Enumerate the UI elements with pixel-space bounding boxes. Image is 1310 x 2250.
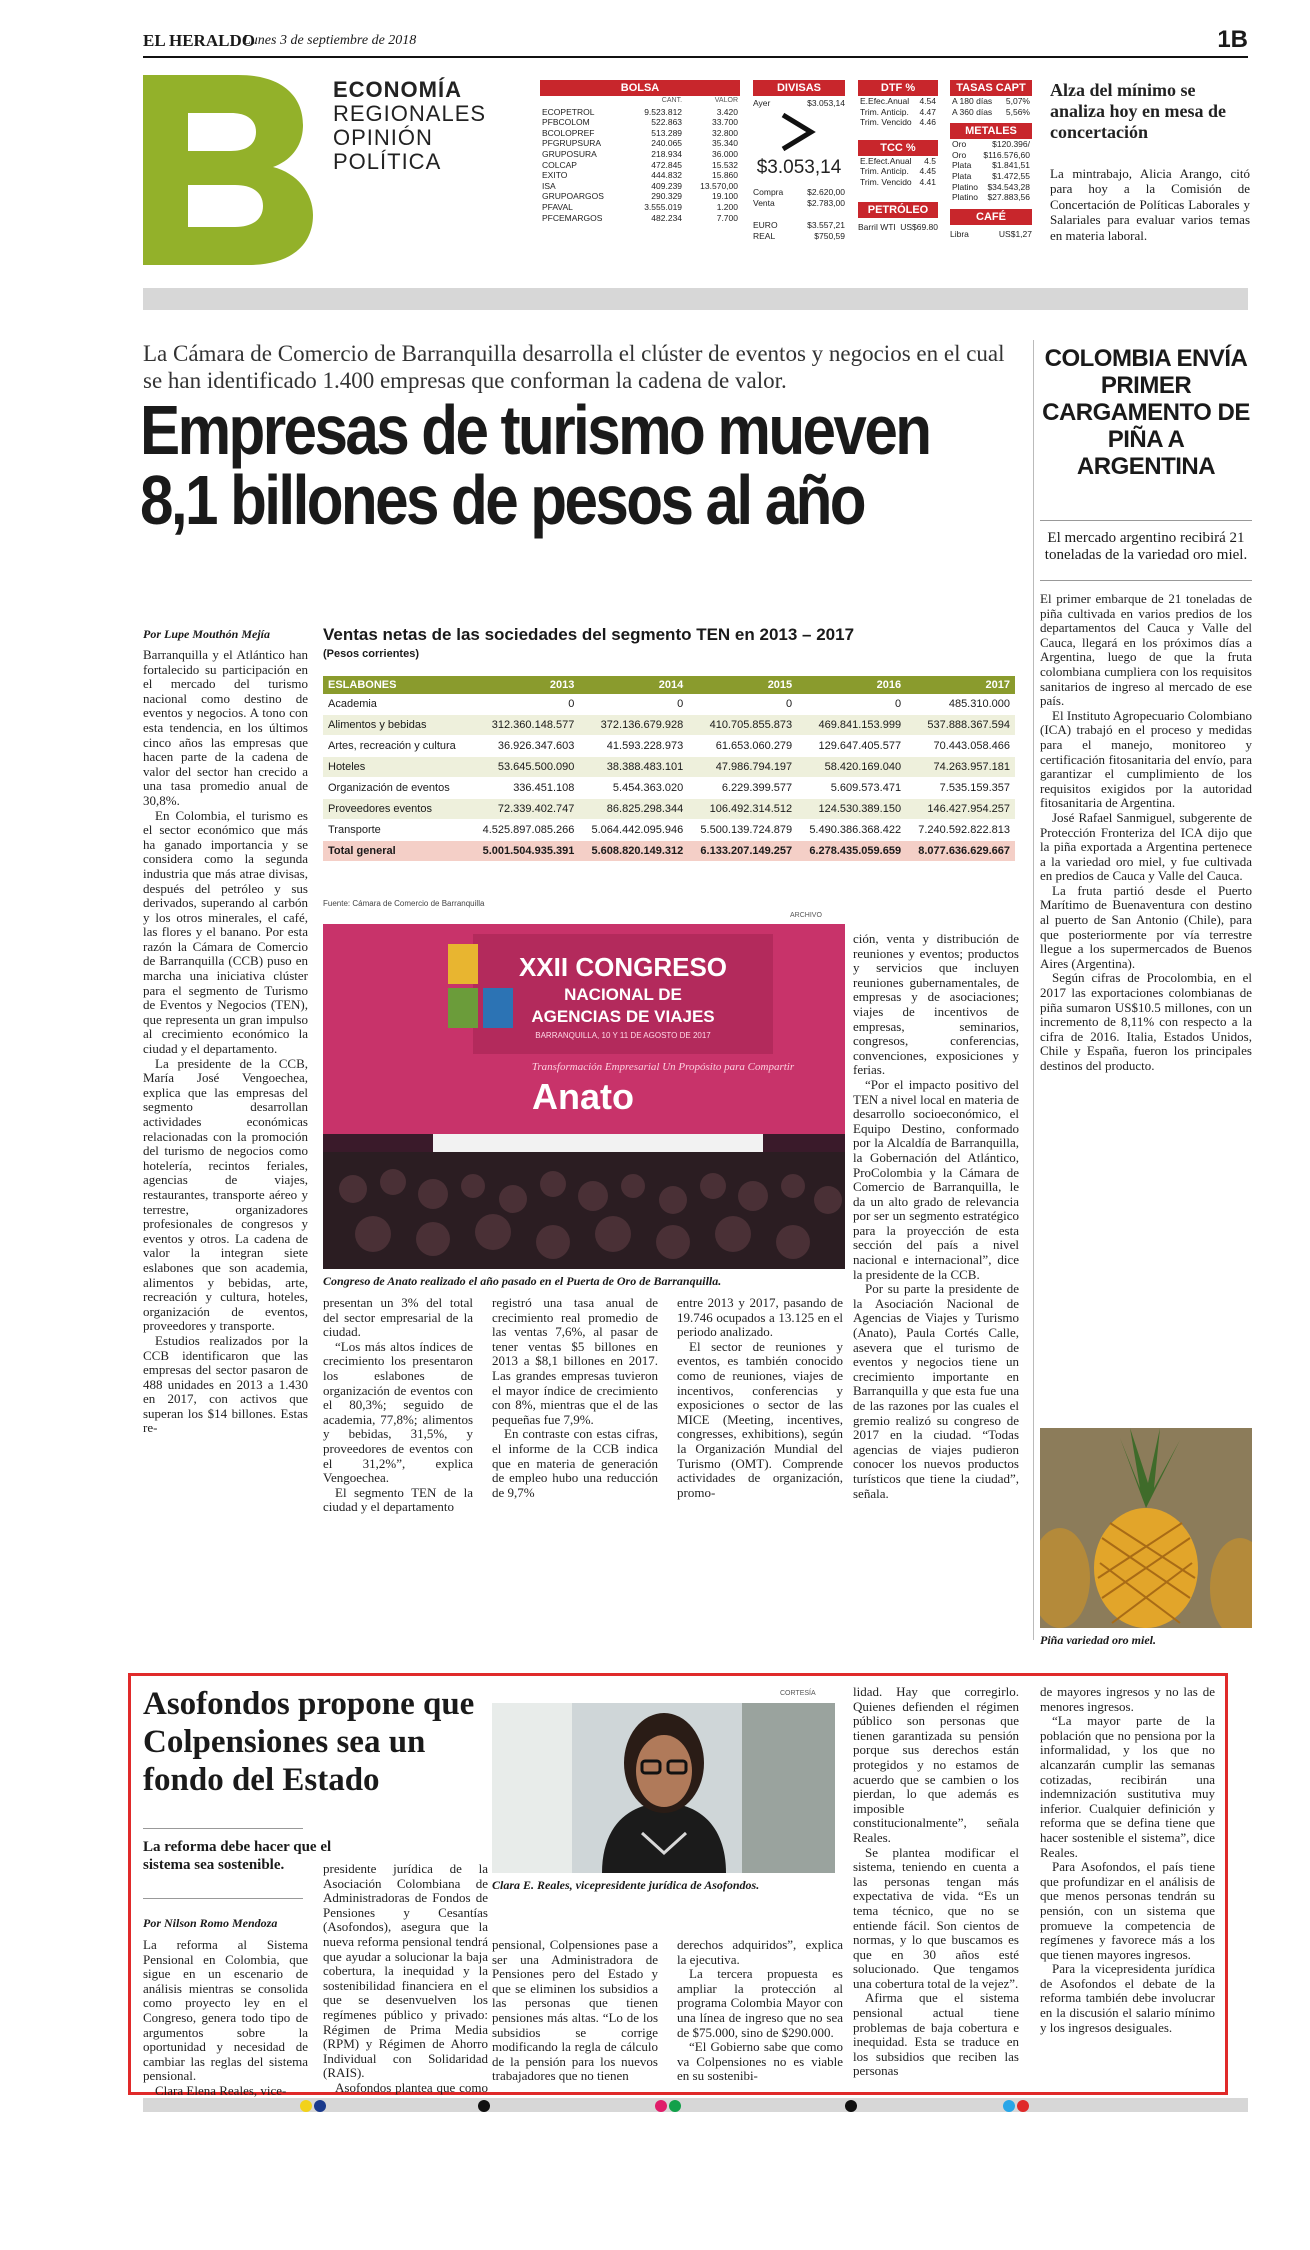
section-item[interactable]: POLÍTICA [333,149,442,174]
masthead-rule [143,56,1248,58]
price: 13.570,00 [700,180,738,191]
metal-row: Platino $27.883,56 [952,192,1030,203]
table-cell: 6.229.399.577 [688,778,797,799]
table-cell: 6.278.435.059.659 [797,841,906,862]
story-byline: Por Lupe Mouthón Mejía [143,627,271,641]
paragraph: “El Gobierno sabe que como va Colpensiones no es viable en su sostenibi- [677,2039,843,2084]
ticker: PFGRUPSURA [542,138,602,149]
photo-caption: Congreso de Anato realizado el año pasado en el Puerta de Oro de Barranquilla. [323,1274,722,1288]
dtf-row: E.Efec.Anual 4.54 [860,96,936,106]
column-header: 2014 [579,676,688,694]
paragraph: Para la vicepresidenta jurídica de Asofondos el debate de la reforma también debe involucrar en la discusión el salario mínimo y los ingresos desiguales. [1040,1961,1215,2035]
paragraph: “La mayor parte de la población que no pensiona por la informalidad, y los que no alcanzarán cumplir las semanas cotizadas, recibirán una indemnización sustitutiva muy inferior. Cualquier definición y reforma que se defina tiene que hacer sostenible el sistema”, dice Reales. [1040,1713,1215,1860]
paragraph: “Por el impacto positivo del TEN a nivel local en materia de desarrollo socioeconómico, el Equipo Destino, conformado por la Alcaldía de Barranquilla, la Gobernación del Atlántico, ProColombia y la Cámara de Comercio de Barranquilla, le da un alto grado de relevancia por ser un segmento estratégico para la proyección de esta sección del país a nivel nacional e internacional”, dice la presidente de la CCB. [853,1076,1019,1282]
table-cell: 5.001.504.935.391 [470,841,579,862]
table-cell: 74.263.957.181 [906,757,1015,778]
column-header: 2013 [470,676,579,694]
story-column [143,648,308,1436]
table-cell: 469.841.153.999 [797,715,906,736]
cafe-value: US$1,27 [998,228,1032,239]
photo-credit: ARCHIVO [790,912,822,919]
table-row [323,841,1015,862]
sidebar-rule [1040,580,1252,581]
banner-dates: BARRANQUILLA, 10 Y 11 DE AGOSTO DE 2017 [535,1031,711,1040]
row-label: Transporte [323,820,470,841]
row-label: Hoteles [323,757,470,778]
paragraph: Barranquilla y el Atlántico han fortalecido su participación en el mercado del turismo nacional como destino de eventos y negocios. A tono con esta tendencia, en los últimos cinco años las empresas que hacen parte de la cadena de valor del sector han crecido a una tasa promedio anual de 30,8%. [143,647,308,808]
section-item[interactable]: OPINIÓN [333,125,433,150]
story2-rule [143,1898,303,1899]
table-cell: 53.645.500.090 [470,757,579,778]
table-cell: 58.420.169.040 [797,757,906,778]
paragraph: Clara Elena Reales, vice- [155,2082,287,2098]
story2-column [1040,1685,1215,2035]
table-cell: 7.240.592.822.813 [906,820,1015,841]
sidebar-divider [1033,340,1034,1640]
tasas-box [950,80,1032,239]
congress-photo [323,924,845,1269]
table-cell: 38.388.483.101 [579,757,688,778]
dtf-box [858,80,938,232]
bolsa-row [540,117,740,128]
registration-dot [478,2100,490,2112]
table-cell: 537.888.367.594 [906,715,1015,736]
table-cell: 4.525.897.085.266 [470,820,579,841]
table-cell: 7.535.159.357 [906,778,1015,799]
paragraph: entre 2013 y 2017, pasando de 19.746 ocupados a 13.125 en el periodo analizado. [677,1295,843,1340]
metales-title: METALES [950,123,1032,139]
pineapple-caption: Piña variedad oro miel. [1040,1633,1156,1647]
section-list [333,78,486,174]
compra-value: $2.620,00 [807,187,845,198]
tcc-row: E.Efect.Anual 4.5 [860,155,936,166]
pineapple-photo [1040,1428,1252,1628]
quantity: 482.234 [651,212,683,223]
euro-value: $3.557,21 [807,220,845,231]
page-number: 1B [1217,26,1248,53]
price: 1.200 [716,201,738,212]
bolsa-row [540,191,740,202]
table-cell: 8.077.636.629.667 [906,841,1015,862]
bolsa-row [540,138,740,149]
story2-subhead: La reforma debe hacer que el sistema sea sostenible. [143,1839,332,1873]
paragraph: ción, venta y distribución de reuniones y eventos; productos y servicios que incluyen reuniones gubernamentales, de empresas y de asociaciones; viajes de incentivos de empresas, seminarios, congresos, conferencias, convenciones, exposiciones y ferias. [853,931,1019,1078]
tcc-row: Trim. Anticip. 4.45 [860,166,936,177]
portrait-caption: Clara E. Reales, vicepresidente jurídica de Asofondos. [492,1878,760,1892]
registration-dot [845,2100,857,2112]
sidebar-headline[interactable]: COLOMBIA ENVÍA PRIMER CARGAMENTO DE PIÑA A ARGENTINA [1042,345,1250,480]
petroleo-title: PETRÓLEO [858,202,938,218]
quantity: 513.289 [651,127,683,138]
ticker: ISA [542,180,556,191]
paragraph: derechos adquiridos”, explica la ejecutiva. [677,1937,843,1967]
paragraph: El Instituto Agropecuario Colombiano (ICA) trabajó en el proceso y medidas para el manejo, monitoreo y certificación fitosanitaria del envío, para garantizar el cumplimiento de los requisitos exigidos por la autoridad fitosanitaria de Argentina. [1040,707,1252,811]
story-column [677,1296,843,1500]
portrait-photo [492,1703,835,1873]
paragraph: José Rafael Sanmiguel, subgerente de Protección Fronteriza del ICA dijo que la piña exportada a Argentina pertenece a la variedad oro miel, y fue cultivada en predios de Cauca y Valle del Cauca. [1040,809,1252,884]
price: 3.420 [716,106,738,117]
registration-dot [314,2100,326,2112]
column-header: 2015 [688,676,797,694]
metal-row: Oro $116.576,60 [952,149,1030,160]
bolsa-row [540,149,740,160]
venta-label: Venta [753,197,775,208]
table-cell: 5.490.386.368.422 [797,820,906,841]
table-title: Ventas netas de las sociedades del segmento TEN en 2013 – 2017 [323,625,855,644]
banner-line-1: XXII CONGRESO [518,952,728,982]
table-cell: 5.064.442.095.946 [579,820,688,841]
ticker: GRUPOSURA [542,148,597,159]
bolsa-row [540,181,740,192]
ticker: GRUPOARGOS [542,191,604,202]
column-header: ESLABONES [323,676,470,694]
table-cell: 5.500.139.724.879 [688,820,797,841]
table-header-row [323,676,1015,694]
quantity: 522.863 [651,117,683,128]
dtf-row: Trim. Anticip. 4.47 [860,106,936,117]
divisas-title: DIVISAS [753,80,845,96]
table-row [323,778,1015,799]
table-row [323,715,1015,736]
metal-row: Plata $1.472,55 [952,170,1030,181]
table-source: Fuente: Cámara de Comercio de Barranquilla [323,899,485,908]
headline-line: Empresas de turismo mueven [140,391,930,469]
ticker: PFBCOLOM [542,117,590,128]
paragraph: El sector de reuniones y eventos, es también conocido como de reuniones, viajes de incentivos, conferencias y exposiciones o sector de las MICE (Meeting, incentives, congresses, exhibitions), según la Organización Mundial del Turismo (OMT). Comprende actividades de organización, promo- [677,1338,843,1500]
paragraph: Asofondos plantea que como [335,2079,488,2095]
story-kicker: La Cámara de Comercio de Barranquilla desarrolla el clúster de eventos y negocios en el cual se han identificado 1.400 empresas que conforman la cadena de valor. [143,341,1005,393]
brief-body: La mintrabajo, Alicia Arango, citó para hoy a la Comisión de Concertación de Políticas Laborales y Salariales para evaluar varios temas en materia laboral. [1050,166,1250,243]
issue-date: Lunes 3 de septiembre de 2018 [243,33,417,48]
quantity: 240.065 [651,138,683,149]
paragraph: La reforma al Sistema Pensional en Colombia, que sigue en un escenario de análisis mientras se consolida como proyecto ley en el Congreso, genera todo tipo de argumentos sobre la oportunidad y necesidad de cambiar las reglas del sistema pensional. [143,1937,308,2084]
story2-column [677,1938,843,2084]
table-cell: 312.360.148.577 [470,715,579,736]
row-label: Academia [323,694,470,715]
cafe-label: Libra [950,228,969,239]
euro-label: EURO [753,220,778,231]
table-cell: 106.492.314.512 [688,799,797,820]
table-cell: 0 [797,694,906,715]
paragraph: En contraste con estas cifras, el informe de la CCB indica que en materia de generación de empleo hubo una reducción de 9,7% [492,1426,658,1500]
bolsa-row [540,170,740,181]
story2-column [853,1685,1019,2079]
table-cell: 0 [688,694,797,715]
trm-value: $3.053,14 [756,157,842,179]
paragraph: presentan un 3% del total del sector empresarial de la ciudad. [323,1295,473,1340]
bolsa-row [540,107,740,118]
bolsa-row [540,202,740,213]
quantity: 409.239 [651,180,683,191]
section-item[interactable]: ECONOMÍA [333,77,462,102]
price: 36.000 [712,148,738,159]
dtf-title: DTF % [858,80,938,96]
registration-dot [1003,2100,1015,2112]
story-column [323,1296,473,1515]
banner-tagline: Transformación Empresarial Un Propósito para Compartir [531,1061,795,1073]
price: 7.700 [716,212,738,223]
tcc-title: TCC % [858,140,938,156]
real-value: $750,59 [814,230,845,241]
table-subtitle: (Pesos corrientes) [323,648,419,660]
paragraph: Por su parte la presidente de la Asociación Nacional de Agencias de Viajes y Turismo (Anato), Paula Cortés Calle, asevera que el turismo de eventos y negocios tiene un crecimiento importante en Barranquilla y que esta fue una de las razones por las cuales el gremio realizó su congreso de 2017 en la ciudad. “Todas agencias de viajes pudieron conocer los nuevos productos turísticos que tiene la ciudad”, señala. [853,1281,1019,1501]
row-label: Organización de eventos [323,778,470,799]
bolsa-col-cant: CANT. [661,97,683,104]
price: 35.340 [712,138,738,149]
ticker: PFAVAL [542,201,573,212]
petroleo-label: Barril WTI [858,221,896,232]
price: 33.700 [712,117,738,128]
bolsa-col-valor: VALOR [714,97,738,104]
table-cell: 36.926.347.603 [470,736,579,757]
quantity: 472.845 [651,159,683,170]
table-cell: 129.647.405.577 [797,736,906,757]
table-cell: 0 [470,694,579,715]
tcc-row: Trim. Vencido 4.41 [860,176,936,187]
paragraph: lidad. Hay que corregirlo. Quienes defienden el régimen público son personas que tienen garantizada su pensión porque sus derechos están protegidos y no estamos de acuerdo que se cambien o los pierdan, lo que además es imposible constitucionalmente”, señala Reales. [853,1684,1019,1845]
table-cell: 485.310.000 [906,694,1015,715]
venta-value: $2.783,00 [807,197,845,208]
registration-dot [669,2100,681,2112]
price: 15.860 [712,170,738,181]
banner-line-3: AGENCIAS DE VIAJES [531,1007,715,1026]
table-row [323,799,1015,820]
registration-dot [300,2100,312,2112]
table-cell: 336.451.108 [470,778,579,799]
paragraph: El primer embarque de 21 toneladas de piña cultivada en varios predios de los departamentos del Cauca y Valle del Cauca, llegará en los próximos días a Argentina, luego de que la fruta colombiana cumpliera con los requisitos sanitarios de ingreso al mercado de ese país. [1040,591,1252,709]
metal-row: Platino $34.543,28 [952,181,1030,192]
paragraph: Estudios realizados por la CCB identificaron que las empresas del sector pasaron de 488 unidades en 2013 a 1.430 en 2017, con activos que superan los $14 billones. Estas re- [143,1332,308,1436]
row-label: Alimentos y bebidas [323,715,470,736]
real-label: REAL [753,230,776,241]
story2-column [323,1862,488,2110]
table-row [323,694,1015,715]
table-cell: 41.593.228.973 [579,736,688,757]
paragraph: Afirma que el sistema pensional actual tiene problemas de baja cobertura e inequidad. Esta se traduce en los subsidios que reciben las personas [853,1990,1019,2079]
story-column [492,1296,658,1500]
ticker: EXITO [542,170,568,181]
bolsa-title: BOLSA [540,80,740,96]
paragraph: La tercera propuesta es ampliar la protección al programa Colombia Mayor con una línea de ingreso que no sea de $75.000, sino de $290.000. [677,1966,843,2040]
section-item[interactable]: REGIONALES [333,101,487,126]
paragraph: Para Asofondos, el país tiene que profundizar en el análisis de que menos personas tendrán su pensión, con un sistema que promueve la competencia de regímenes y favorece más a los que tienen mayores ingresos. [1040,1859,1215,1962]
ticker: ECOPETROL [542,106,595,117]
quantity: 3.555.019 [644,201,683,212]
paragraph: presidente jurídica de la Asociación Colombiana de Administradoras de Fondos de Pensiones y Cesantías (Asofondos), asegura que la nueva reforma pensional tendrá que ayudar a solucionar la baja cobertura, la inequidad y la sostenibilidad financiera en el que se desenvuelven los regímenes público y privado: Régimen de Prima Media (RPM) y Régimen de Ahorro Individual con Solidaridad (RAIS). [323,1861,488,2081]
brief-headline[interactable]: Alza del mínimo se analiza hoy en mesa de concertación [1050,80,1227,142]
row-label: Artes, recreación y cultura [323,736,470,757]
quantity: 9.523.812 [644,106,683,117]
paragraph: de mayores ingresos y no las de menores ingresos. [1040,1684,1215,1714]
arrow-right-icon [753,109,845,155]
divisas-ayer-label: Ayer [753,98,771,108]
compra-label: Compra [753,187,784,198]
headline-line: 8,1 billones de pesos al año [140,461,864,539]
sidebar-column [1040,592,1252,1074]
bolsa-row [540,160,740,171]
banner-line-2: NACIONAL DE [564,985,682,1004]
table-body [323,694,1015,862]
table-row [323,736,1015,757]
table-cell: 5.454.363.020 [579,778,688,799]
story-headline[interactable] [140,391,930,539]
story2-byline: Por Nilson Romo Mendoza [143,1916,278,1930]
newspaper-name: EL HERALDO [143,31,255,50]
table-cell: 124.530.389.150 [797,799,906,820]
petroleo-value: US$69.80 [900,221,938,232]
ticker: PFCEMARGOS [542,212,603,223]
paragraph: Según cifras de Procolombia, en el 2017 las exportaciones colombianas de piña sumaron US$10.5 millones, con un incremento de 8,11% con respecto a la cifra de 2016. Italia, Estados Unidos, Chile y España, fueron los principales destinos del producto. [1040,970,1252,1073]
paragraph: La fruta partió desde el Puerto Marítimo de Buenaventura con destino al puerto de San Antonio (Chile), para que posteriormente por vía terrestre llegue a los supermercados de Buenos Aires (Argentina). [1040,882,1252,971]
dtf-row: Trim. Vencido 4.46 [860,117,936,128]
table-cell: 86.825.298.344 [579,799,688,820]
table-cell: 372.136.679.928 [579,715,688,736]
story2-column [143,1938,308,2099]
price: 32.800 [712,127,738,138]
portrait-credit: CORTESÍA [780,1690,816,1697]
cafe-title: CAFÉ [950,209,1032,225]
ticker: COLCAP [542,159,577,170]
table-row [323,820,1015,841]
ticker: BCOLOPREF [542,127,595,138]
story-column [853,932,1019,1501]
table-cell: 61.653.060.279 [688,736,797,757]
paragraph: Se plantea modificar el sistema, teniendo en cuenta a las personas tengan más expectativa de vida. “Es un tema técnico, que no se entiende fácil. Son cientos de normas, y lo que buscamos es que en 30 años esté solucionado. Que tengamos una cobertura total de la vejez”. [853,1844,1019,1991]
paragraph: registró una tasa anual de crecimiento real promedio de las ventas 7,6%, al pasar de tener ventas $5 billones en 2013 a $8,1 billones en 2017. Las grandes empresas tuvieron el mayor índice de crecimiento con 8%, mientras que el de las pequeñas fue 7,9%. [492,1295,658,1427]
tasas-row: A 180 días 5,07% [952,96,1030,106]
table-cell: 6.133.207.149.257 [688,841,797,862]
tasas-title: TASAS CAPT [950,80,1032,96]
banner-brand: Anato [532,1076,634,1117]
bolsa-row [540,128,740,139]
registration-dot [655,2100,667,2112]
table-cell: 47.986.794.197 [688,757,797,778]
registration-dot [1017,2100,1029,2112]
row-label: Total general [323,841,470,862]
section-letter-logo [143,75,313,265]
table-cell: 5.609.573.471 [797,778,906,799]
quantity: 444.832 [651,170,683,181]
price: 19.100 [712,191,738,202]
paragraph: La presidente de la CCB, María José Vengoechea, explica que las empresas del segmento desarrollan actividades económicas relacionadas con la promoción del turismo de negocios como hotelería, recintos feriales, agencias de viajes, restaurantes, transporte aéreo y terrestre, organizadores profesionales de congresos y eventos y otros. La cadena de valor la integran siete eslabones que son academia, alimentos y bebidas, arte, recreación y cultura, hoteles, organización de eventos, proveedores y transporte. [143,1055,308,1334]
price: 15.532 [712,159,738,170]
row-label: Proveedores eventos [323,799,470,820]
paragraph: El segmento TEN de la ciudad y el departamento [323,1484,473,1515]
quantity: 290.329 [651,191,683,202]
table-cell: 146.427.954.257 [906,799,1015,820]
metal-row: Oro $120.396/ [952,139,1030,150]
column-header: 2016 [797,676,906,694]
bolsa-rows [540,107,740,224]
sidebar-rule [1040,520,1252,521]
divider-bar [143,288,1248,310]
paragraph: En Colombia, el turismo es el sector económico que más ha ganado importancia y se considera como la segunda industria que más atrae divisas, después del petróleo y sus derivados, superando al carbón y los otros minerales, el café, las flores y el banano. Por esta razón la Cámara de Comercio de Barranquilla (CCB) puso en marcha una iniciativa clúster para el segmento de Turismo de Eventos y Negocios (TEN), que representa un gran impulso al crecimiento económico la ciudad y el departamento. [143,807,308,1057]
story2-headline[interactable]: Asofondos propone que Colpensiones sea un fondo del Estado [143,1686,475,1798]
story2-column [492,1938,658,2084]
quantity: 218.934 [651,148,683,159]
table-cell: 5.608.820.149.312 [579,841,688,862]
paragraph: “Los más altos índices de crecimiento los presentaron los eslabones de organización de eventos con el 80,3%; seguido de academia, 77,8%; alimentos y bebidas, 31,5%, y proveedores de eventos con el 31,2%”, explica Vengoechea. [323,1338,473,1486]
paragraph: pensional, Colpensiones pase a ser una Administradora de Pensiones pero del Estado y que se eliminen los subsidios a las personas que tienen pensiones más altas. “Lo de los subsidios se corrige modificando la regla de cálculo de la pensión para los nuevos trabajadores que no tienen [492,1937,658,2084]
sales-table [323,676,1015,862]
sidebar-subhead: El mercado argentino recibirá 21 toneladas de la variedad oro miel. [1044,530,1248,563]
story2-rule [143,1828,303,1829]
table-row [323,757,1015,778]
table-cell: 0 [579,694,688,715]
table-cell: 410.705.855.873 [688,715,797,736]
table-cell: 70.443.058.466 [906,736,1015,757]
divisas-box [753,80,845,242]
bolsa-table [540,80,740,223]
bolsa-row [540,213,740,224]
divisas-ayer-value: $3.053,14 [807,98,845,108]
column-header: 2017 [906,676,1015,694]
tasas-row: A 360 días 5,56% [952,106,1030,117]
metal-row: Plata $1.841,51 [952,160,1030,171]
table-cell: 72.339.402.747 [470,799,579,820]
